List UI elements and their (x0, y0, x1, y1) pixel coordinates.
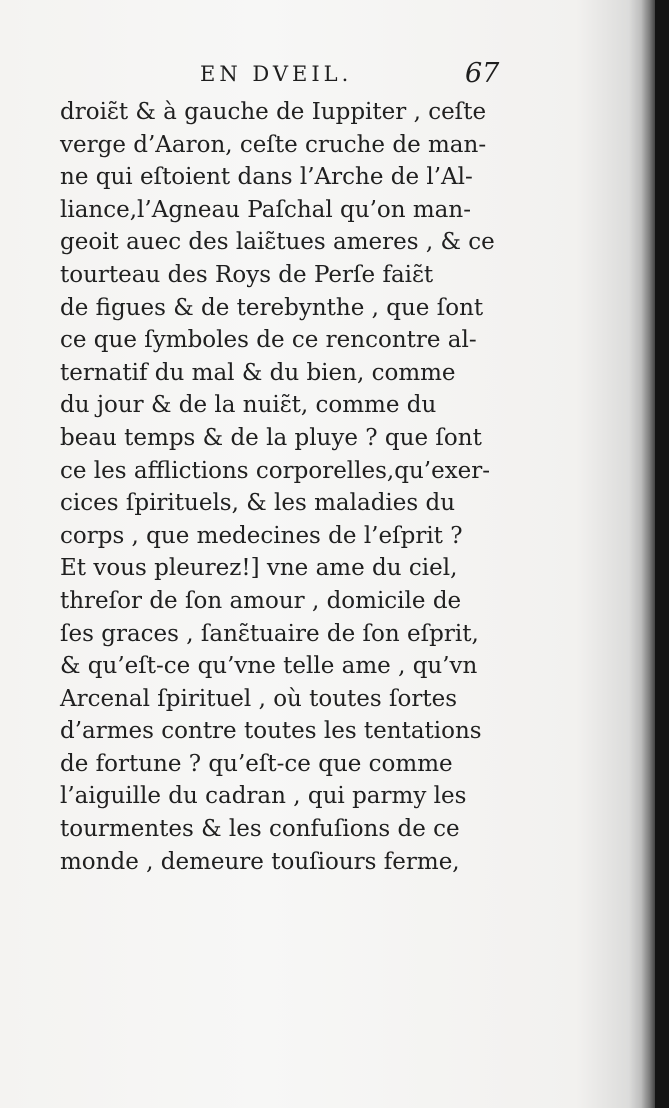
text-line: ce les afflictions corporelles,qu’exer- (60, 457, 491, 484)
text-line: ne qui eſtoient dans l’Arche de l’Al- (60, 164, 473, 191)
text-line: threſor de ſon amour , domicile de (60, 587, 462, 614)
text-line: verge d’Aaron, ceſte cruche de man- (60, 131, 487, 158)
text-line: de figues & de terebynthe , que ſont (60, 294, 484, 321)
page-header (60, 58, 510, 94)
text-line: cices ſpirituels, & les maladies du (60, 490, 456, 517)
text-line: Arcenal ſpirituel , où toutes ſortes (60, 685, 458, 712)
text-line: corps , que medecines de l’eſprit ? (60, 522, 463, 549)
page-edge-shadow (641, 0, 655, 1108)
running-head: EN DVEIL. (200, 62, 353, 86)
text-line: geoit auec des laiɛ̃tues ameres , & ce (60, 229, 495, 256)
text-line: & qu’eſt-ce qu’vne telle ame , qu’vn (60, 653, 478, 680)
text-line: Et vous pleurez!] vne ame du ciel, (60, 555, 458, 582)
text-line: tourteau des Roys de Perſe faiɛ̃t (60, 261, 434, 288)
page-body-text (60, 96, 510, 878)
scan-background-strip (655, 0, 669, 1108)
text-line: ternatif du mal & du bien, comme (60, 359, 456, 386)
text-line: droiɛ̃t & à gauche de Iuppiter , ceſte (60, 99, 487, 125)
text-line: d’armes contre toutes les tentations (60, 718, 482, 745)
text-line: liance,l’Agneau Paſchal qu’on man- (60, 196, 471, 223)
text-line: tourmentes & les confuſions de ce (60, 816, 460, 843)
text-line: du jour & de la nuiɛ̃t, comme du (60, 392, 437, 419)
text-line: de fortune ? qu’eſt-ce que comme (60, 750, 453, 777)
text-line: l’aiguille du cadran , qui parmy les (60, 783, 467, 810)
text-line: ce que ſymboles de ce rencontre al- (60, 327, 477, 354)
text-line: ſes graces , ſanɛ̃tuaire de ſon eſprit, (60, 620, 479, 647)
text-line: beau temps & de la pluye ? que ſont (60, 424, 482, 451)
text-line: monde , demeure touſiours ferme, (60, 848, 460, 875)
page-number: 67 (465, 58, 500, 89)
